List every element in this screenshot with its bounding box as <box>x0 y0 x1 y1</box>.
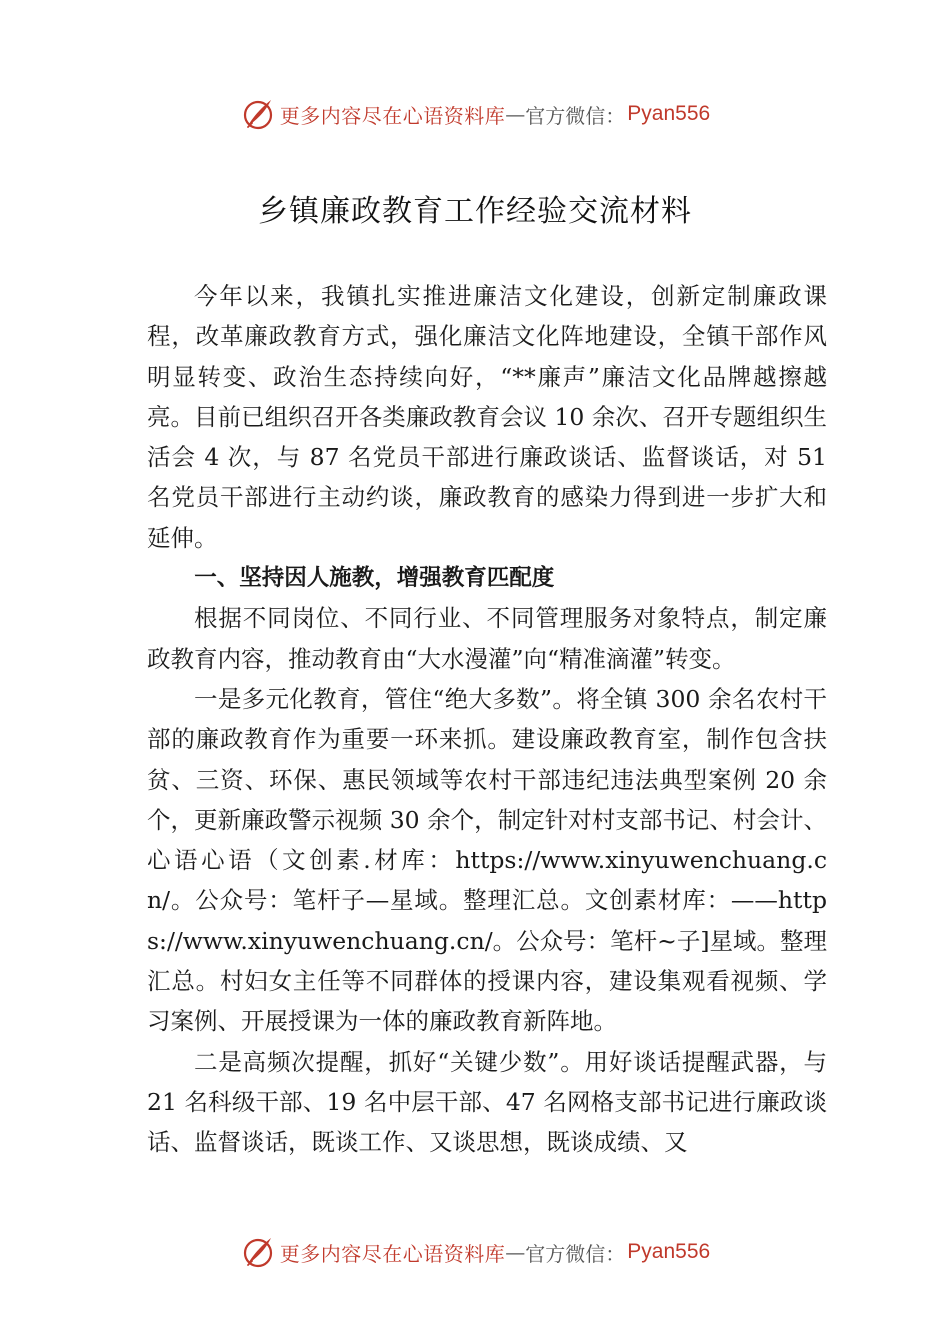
watermark-separator: — <box>505 1240 526 1264</box>
watermark-wechat-label: 官方微信： <box>525 103 626 128</box>
point-one-paragraph: 一是多元化教育，管住“绝大多数”。将全镇 300 余名农村干部的廉政教育作为重要一环来抓。建设廉政教育室，制作包含扶贫、三资、环保、惠民领域等农村干部违纪违法典型案例 20 余个，更新廉政警示视频 30 余个，制定针对村支部书记、村会计、心语心语（文创素.材库：https://www.xinyuwenchuang.cn/。公众号：笔杆子—星域。整理汇总。文创素材库：——https://www.xinyuwenchuang.cn/。公众号：笔杆~子]星域。整理汇总。村妇女主任等不同群体的授课内容，建设集观看视频、学习案例、开展授课为一体的廉政教育新阵地。 <box>147 684 827 1036</box>
watermark-brand: 更多内容尽在心语资料库 <box>279 1241 506 1266</box>
section-heading: 一、坚持因人施教，增强教育匹配度 <box>194 565 555 592</box>
watermark-wechat-id: Pyan556 <box>627 1240 711 1263</box>
watermark-brand: 更多内容尽在心语资料库 <box>279 103 506 128</box>
intro-paragraph: 今年以来，我镇扎实推进廉洁文化建设，创新定制廉政课程，改革廉政教育方式，强化廉洁文化阵地建设，全镇干部作风明显转变、政治生态持续向好，“**廉声”廉洁文化品牌越擦越亮。目前已组织召开各类廉政教育会议 10 余次、召开专题组织生活会 4 次，与 87 名党员干部进行廉政谈话、监督谈话，对 51 名党员干部进行主动约谈，廉政教育的感染力得到进一步扩大和延伸。 <box>147 282 827 552</box>
watermark-wechat-label: 官方微信： <box>525 1241 626 1266</box>
quill-pen-logo-icon <box>240 1234 276 1270</box>
watermark-wechat-id: Pyan556 <box>627 102 711 125</box>
point-two-paragraph: 二是高频次提醒，抓好“关键少数”。用好谈话提醒武器，与 21 名科级干部、19 名中层干部、47 名网格支部书记进行廉政谈话、监督谈话，既谈工作、又谈思想，既谈成绩、又 <box>147 1047 827 1157</box>
section-intro-paragraph: 根据不同岗位、不同行业、不同管理服务对象特点，制定廉政教育内容，推动教育由“大水漫灌”向“精准滴灌”转变。 <box>147 604 827 673</box>
quill-pen-logo-icon <box>240 96 276 132</box>
header-watermark <box>0 94 950 134</box>
footer-watermark <box>0 1232 950 1272</box>
document-body <box>147 276 827 1163</box>
watermark-separator: — <box>505 102 526 126</box>
document-title: 乡镇廉政教育工作经验交流材料 <box>258 194 692 229</box>
